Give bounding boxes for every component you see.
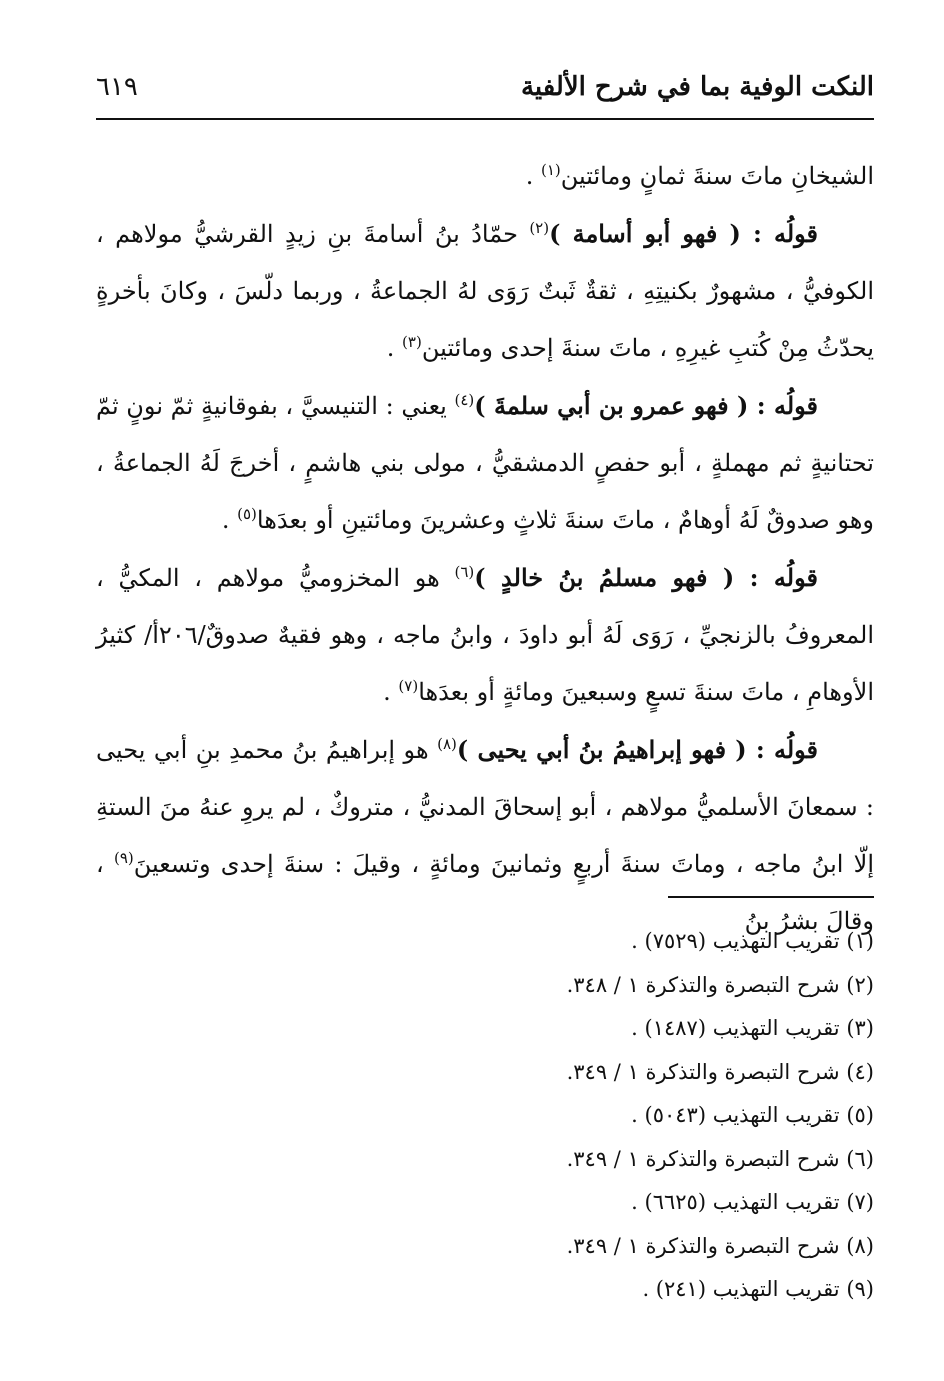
qawluhu-label: قولُه :	[748, 391, 818, 420]
footnote-ref: (٤)	[454, 391, 475, 409]
footnote-5: (٥) تقريب التهذيب (٥٠٤٣) .	[631, 1103, 874, 1127]
quoted-phrase: ( فهو إبراهيمُ بنُ أبي يحيى )	[456, 735, 747, 764]
paragraph-text: هو المخزوميُّ مولاهم ، المكيُّ ، المعروفُ بالزنجيِّ ، رَوَى لَهُ أبو داودَ ، وابنُ ماجه ، وهو فقيهٌ صدوقٌ/٢٠٦أ/ كثيرُ الأوهامِ ، ماتَ سنةَ تسعٍ وسبعينَ ومائةٍ أو بعدَها	[96, 564, 874, 706]
page-number: ٦١٩	[96, 72, 138, 102]
qawluhu-label: قولُه :	[734, 563, 818, 592]
footnote-ref: (٩)	[113, 849, 134, 867]
footnote-7: (٧) تقريب التهذيب (٦٦٢٥) .	[631, 1190, 874, 1214]
quoted-phrase: ( فهو عمرو بن أبي سلمةَ )	[474, 391, 749, 420]
footnote-6: (٦) شرح التبصرة والتذكرة ١ / ٣٤٩.	[566, 1146, 874, 1171]
paragraph-tail: .	[525, 162, 541, 190]
paragraph-1	[96, 148, 874, 205]
paragraph-tail: .	[221, 506, 238, 534]
footnote-ref: (٣)	[402, 333, 422, 351]
footnote-ref: (٧)	[398, 677, 419, 695]
paragraph-tail: .	[386, 334, 403, 362]
footnote-8: (٨) شرح التبصرة والتذكرة ١ / ٣٤٩.	[566, 1233, 874, 1258]
paragraph-3	[96, 377, 874, 549]
footnote-ref: (٥)	[237, 505, 257, 523]
paragraph-text: هو إبراهيمُ بنُ محمدِ بنِ أبي يحيى : سمعانَ الأسلميُّ مولاهم ، أبو إسحاقَ المدنيُّ ، متروكٌ ، لم يروِ عنهُ منَ الستةِ إلّا ابنُ ماجه ، وماتَ سنةَ أربعٍ وثمانينَ ومائةٍ ، وقيلَ : سنةَ إحدى وتسعينَ	[96, 736, 874, 878]
footnotes	[96, 920, 874, 1312]
footnote-2: (٢) شرح التبصرة والتذكرة ١ / ٣٤٨.	[566, 972, 874, 997]
footnote-4: (٤) شرح التبصرة والتذكرة ١ / ٣٤٩.	[566, 1059, 874, 1084]
paragraph-4	[96, 549, 874, 721]
paragraph-5	[96, 721, 874, 950]
footnote-ref: (١)	[540, 161, 561, 179]
main-text	[96, 148, 874, 950]
paragraph-text: حمّادُ بنُ أسامةَ بنِ زيدٍ القرشيُّ مولاهم ، الكوفيُّ ، مشهورٌ بكنيتِهِ ، ثقةٌ ثَبتٌ رَوَى لهُ الجماعةُ ، وربما دلّسَ ، وكانَ بأخرةٍ يحدّثُ مِنْ كُتبِ غيرِهِ ، ماتَ سنةَ إحدى ومائتين	[96, 220, 875, 362]
footnote-9: (٩) تقريب التهذيب (٢٤١) .	[642, 1277, 874, 1301]
paragraph-tail: .	[383, 678, 399, 706]
running-title: النكت الوفية بما في شرح الألفية	[520, 72, 874, 102]
footnote-ref: (٢)	[529, 219, 550, 237]
paragraph-2	[96, 205, 874, 377]
footnote-divider	[668, 896, 874, 898]
footnote-1: (١) تقريب التهذيب (٧٥٢٩) .	[631, 929, 874, 953]
quoted-phrase: ( فهو أبو أسامة )	[549, 219, 741, 248]
book-page	[96, 60, 874, 1340]
quoted-phrase: ( فهو مسلمُ بنُ خالدٍ )	[474, 563, 735, 592]
footnote-ref: (٨)	[437, 735, 457, 753]
paragraph-text: الشيخانِ ماتَ سنةَ ثمانٍ ومائتين	[560, 162, 874, 190]
footnote-3: (٣) تقريب التهذيب (١٤٨٧) .	[631, 1016, 874, 1040]
footnote-ref: (٦)	[454, 563, 475, 581]
qawluhu-label: قولُه :	[746, 735, 818, 764]
paragraph-tail: ، وقالَ بشرُ بنُ	[96, 850, 874, 935]
page-header	[96, 60, 874, 120]
paragraph-text: يعني : التنيسيَّ ، بفوقانيةٍ ثمّ نونٍ ثمّ تحتانيةٍ ثم مهملةٍ ، أبو حفصٍ الدمشقيُّ ، مولى بني هاشمٍ ، أخرجَ لَهُ الجماعةُ ، وهو صدوقٌ لَهُ أوهامٌ ، ماتَ سنةَ ثلاثٍ وعشرينَ ومائتينِ أو بعدَها	[96, 392, 874, 534]
qawluhu-label: قولُه :	[740, 219, 818, 248]
